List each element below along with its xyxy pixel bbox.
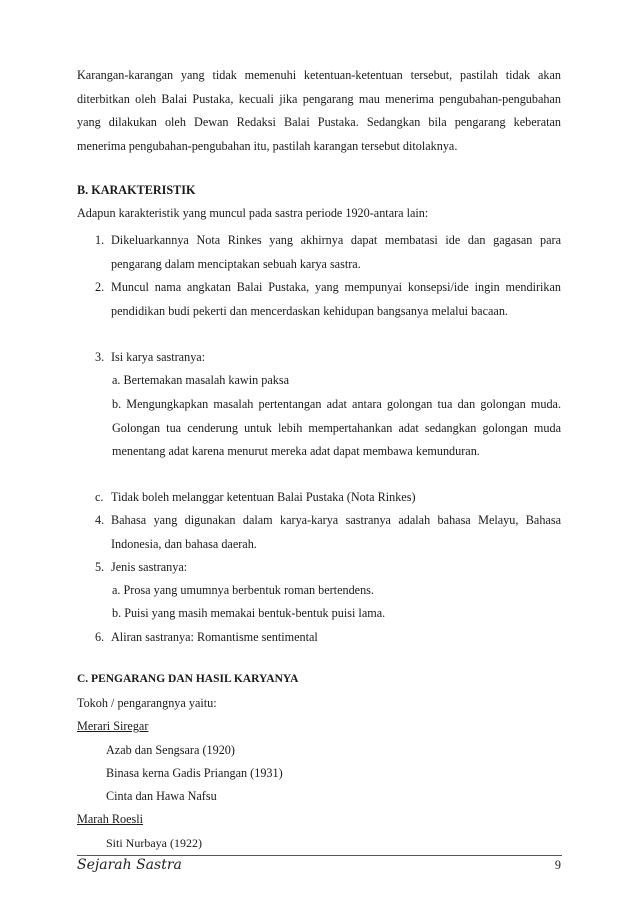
intro-paragraph: Karangan-karangan yang tidak memenuhi ketentuan-ketentuan tersebut, pastilah tidak akan diterbitkan oleh Balai Pustaka, kecuali jika pengarang mau menerima pengubahan-pengubahan yang dilakukan oleh Dewan Redaksi Balai Pustaka. Sedangkan bila pengarang keberatan menerima pengubahan-pengubahan itu, pastilah karangan tersebut ditolaknya. xyxy=(77,68,561,153)
author-name: Merari Siregar xyxy=(77,719,149,733)
list-item xyxy=(95,229,561,276)
section-c-intro: Tokoh / pengarangnya yaitu: xyxy=(77,696,217,710)
list-item xyxy=(95,486,561,510)
author-work: Cinta dan Hawa Nafsu xyxy=(106,789,217,803)
list-item-text: Jenis sastranya: xyxy=(111,560,188,574)
section-b-heading: B. KARAKTERISTIK xyxy=(77,183,196,197)
sub-item-5a: a. Prosa yang umumnya berbentuk roman bertendens. xyxy=(112,583,374,597)
list-item-number: 3. xyxy=(95,350,105,364)
list-item-number: 5. xyxy=(95,560,105,574)
list-item xyxy=(95,556,561,580)
list-item-text: Aliran sastranya: Romantisme sentimental xyxy=(111,630,318,644)
list-item xyxy=(95,509,561,556)
list-item xyxy=(95,346,561,370)
section-c-heading: C. PENGARANG DAN HASIL KARYANYA xyxy=(77,673,299,685)
list-item xyxy=(95,276,561,323)
list-item-number: 2. xyxy=(95,280,105,294)
author-work: Azab dan Sengsara (1920) xyxy=(106,743,235,757)
list-item-text: Tidak boleh melanggar ketentuan Balai Pustaka (Nota Rinkes) xyxy=(111,490,416,504)
sub-item-3b: b. Mengungkapkan masalah pertentangan adat antara golongan tua dan golongan muda. Golongan tua cenderung untuk lebih mempertahankan adat sedangkan golongan muda menentang adat karena menurut mereka adat dapat membawa kemunduran. xyxy=(112,397,561,458)
footer-title: Sejarah Sastra xyxy=(77,857,182,873)
author-name: Marah Roesli xyxy=(77,812,144,826)
author-work: Binasa kerna Gadis Priangan (1931) xyxy=(106,766,283,780)
list-item-number: 1. xyxy=(95,233,105,247)
section-b-intro: Adapun karakteristik yang muncul pada sastra periode 1920-antara lain: xyxy=(77,206,429,220)
list-item-number: 4. xyxy=(95,513,105,527)
list-item-number: 6. xyxy=(95,630,105,644)
list-item xyxy=(95,626,561,650)
page-number: 9 xyxy=(554,858,561,872)
list-item-number: c. xyxy=(95,490,104,504)
footer-divider xyxy=(77,855,562,856)
list-item-text: Bahasa yang digunakan dalam karya-karya sastranya adalah bahasa Melayu, Bahasa Indonesia, dan bahasa daerah. xyxy=(111,513,561,551)
sub-item-3a: a. Bertemakan masalah kawin paksa xyxy=(112,373,289,387)
author-work: Siti Nurbaya (1922) xyxy=(106,836,202,850)
list-item-text: Muncul nama angkatan Balai Pustaka, yang mempunyai konsepsi/ide ingin mendirikan pendidikan budi pekerti dan mencerdaskan kehidupan bangsanya melalui bacaan. xyxy=(111,280,561,318)
list-item-text: Dikeluarkannya Nota Rinkes yang akhirnya dapat membatasi ide dan gagasan para pengarang dalam menciptakan sebuah karya sastra. xyxy=(111,233,561,271)
list-item-text: Isi karya sastranya: xyxy=(111,350,206,364)
sub-item-5b: b. Puisi yang masih memakai bentuk-bentuk puisi lama. xyxy=(112,606,386,620)
